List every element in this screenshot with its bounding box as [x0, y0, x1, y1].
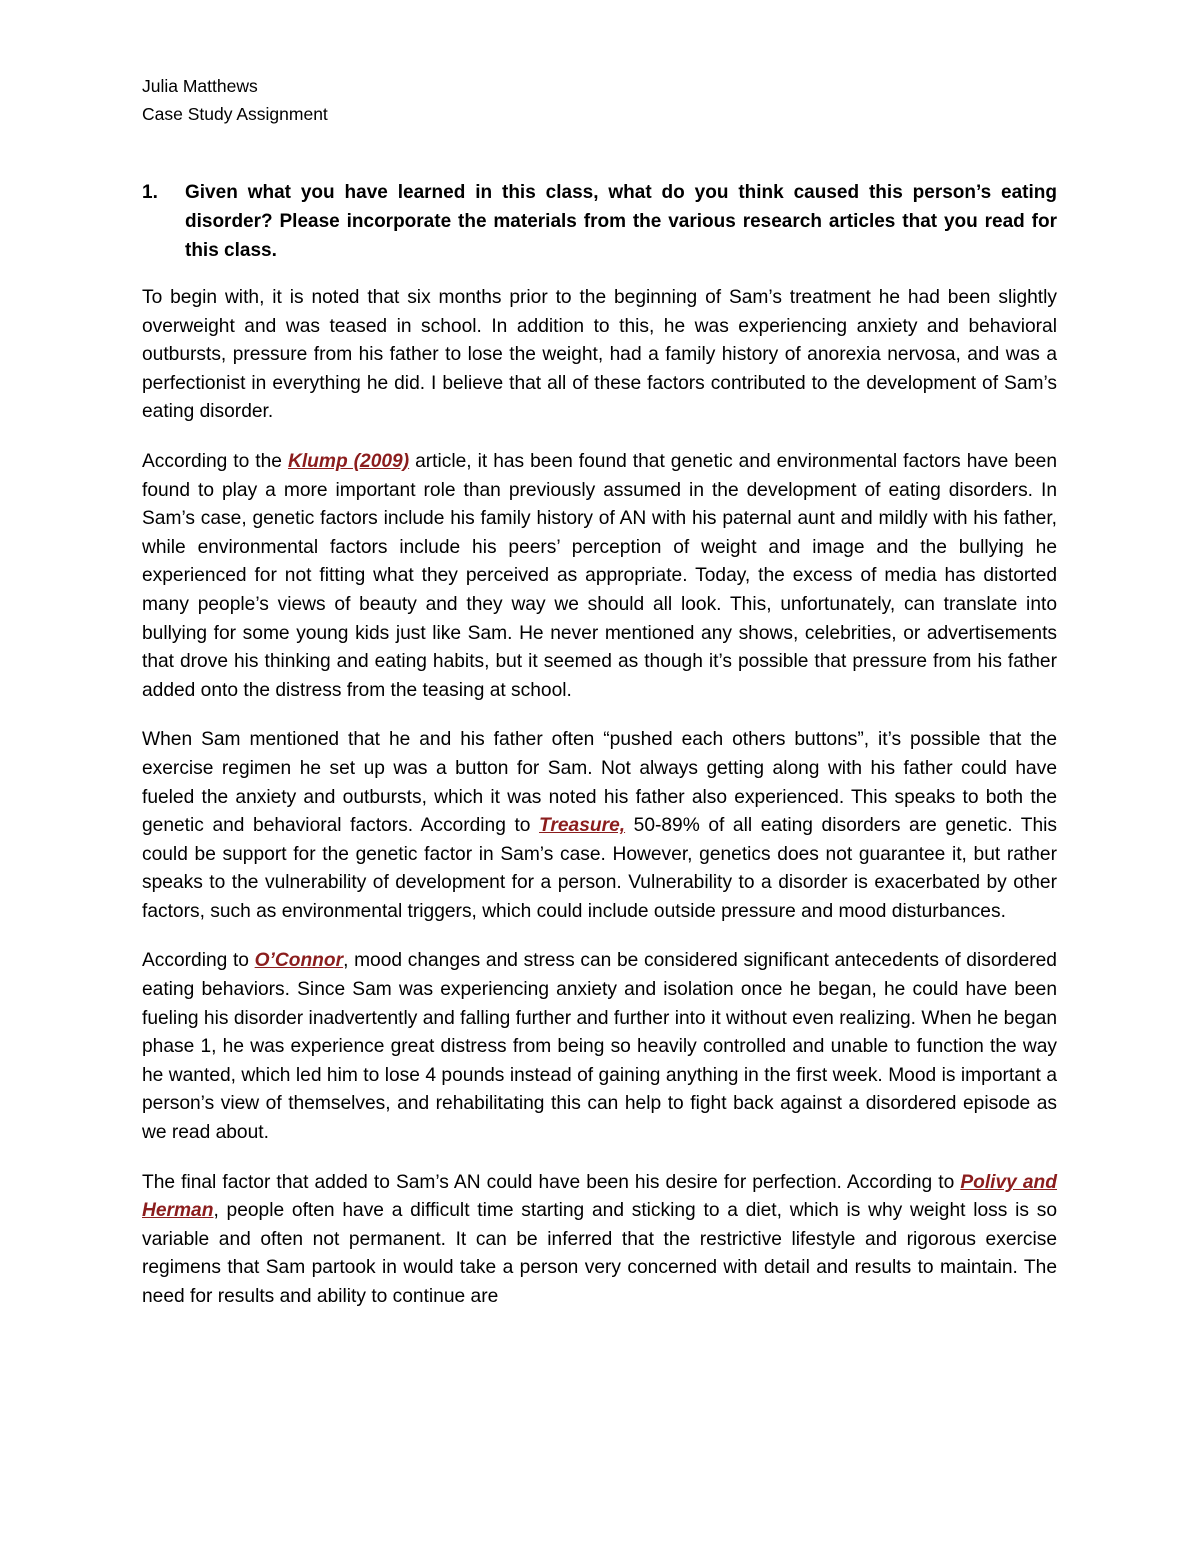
author-name: Julia Matthews — [142, 76, 258, 96]
reference-link-klump[interactable]: Klump (2009) — [287, 450, 410, 472]
paragraph-2-text-before: According to the — [142, 450, 288, 472]
paragraph-4-text-before: According to — [142, 950, 255, 972]
reference-link-polivy-herman[interactable]: Polivy and Herman — [142, 1171, 1058, 1222]
paragraph-5-text-after: , people often have a difficult time starting and sticking to a diet, which is why weight loss is so variable and often not permanent. It can be inferred that the restrictive lifestyle and rigorous exercise regimens that Sam partook in would take a person very concerned with detail and results to maintain. The need for results and ability to continue are — [142, 1200, 1057, 1307]
question-text: Given what you have learned in this class, what do you think caused this person’s eating disorder? Please incorporate the materials from the various research articles that you read for this class. — [185, 182, 1057, 261]
document-header — [142, 72, 328, 128]
paragraph-3 — [142, 726, 1057, 926]
paragraph-1 — [142, 284, 1057, 427]
question-number: 1. — [142, 182, 158, 203]
question-1 — [142, 178, 1057, 265]
paragraph-3-text-before: When Sam mentioned that he and his father often “pushed each others buttons”, it’s possible that the exercise regimen he set up was a button for Sam. Not always getting along with his father could have fueled the anxiety and outbursts, which it was noted his father also experienced. This speaks to both the genetic and behavioral factors. According to — [142, 729, 1057, 837]
paragraph-5-text-before: The final factor that added to Sam’s AN could have been his desire for perfection. According to — [142, 1171, 961, 1193]
paragraph-3-text-after: 50-89% of all eating disorders are genetic. This could be support for the genetic factor in Sam’s case. However, genetics does not guarantee it, but rather speaks to the vulnerability of development for a person. Vulnerability to a disorder is exacerbated by other factors, such as environmental triggers, which could include outside pressure and mood disturbances. — [142, 815, 1057, 922]
reference-link-treasure[interactable]: Treasure, — [539, 815, 626, 837]
paragraph-2-text-after: article, it has been found that genetic and environmental factors have been found to play a more important role than previously assumed in the development of eating disorders. In Sam’s case, genetic factors include his family history of AN with his paternal aunt and mildly with his father, while environmental factors include his peers’ perception of weight and image and the bullying he experienced for not fitting what they perceived as appropriate. Today, the excess of media has distorted many people’s views of beauty and they way we should all look. This, unfortunately, can translate into bullying for some young kids just like Sam. He never mentioned any shows, celebrities, or advertisements that drove his thinking and eating habits, but it seemed as though it’s possible that pressure from his father added onto the distress from the teasing at school. — [142, 450, 1058, 701]
paragraph-1-text: To begin with, it is noted that six months prior to the beginning of Sam’s treatment he had been slightly overweight and was teased in school. In addition to this, he was experiencing anxiety and behavioral outbursts, pressure from his father to lose the weight, had a family history of anorexia nervosa, and was a perfectionist in everything he did. I believe that all of these factors contributed to the development of Sam’s eating disorder. — [142, 287, 1057, 423]
paragraph-2 — [142, 448, 1057, 705]
answer-body — [142, 284, 1057, 1333]
assignment-title: Case Study Assignment — [142, 104, 328, 124]
paragraph-4-text-after: , mood changes and stress can be considered significant antecedents of disordered eating behaviors. Since Sam was experiencing anxiety and isolation once he began, he could have been fueling his disorder inadvertently and falling further and further into it without even realizing. When he began phase 1, he was experience great distress from being so heavily controlled and unable to function the way he wanted, which led him to lose 4 pounds instead of gaining anything in the first week. Mood is important a person’s view of themselves, and rehabilitating this can help to fight back against a disordered episode as we read about. — [142, 950, 1057, 1144]
paragraph-5 — [142, 1169, 1057, 1312]
paragraph-4 — [142, 947, 1057, 1147]
reference-link-oconnor[interactable]: O’Connor — [254, 950, 344, 972]
